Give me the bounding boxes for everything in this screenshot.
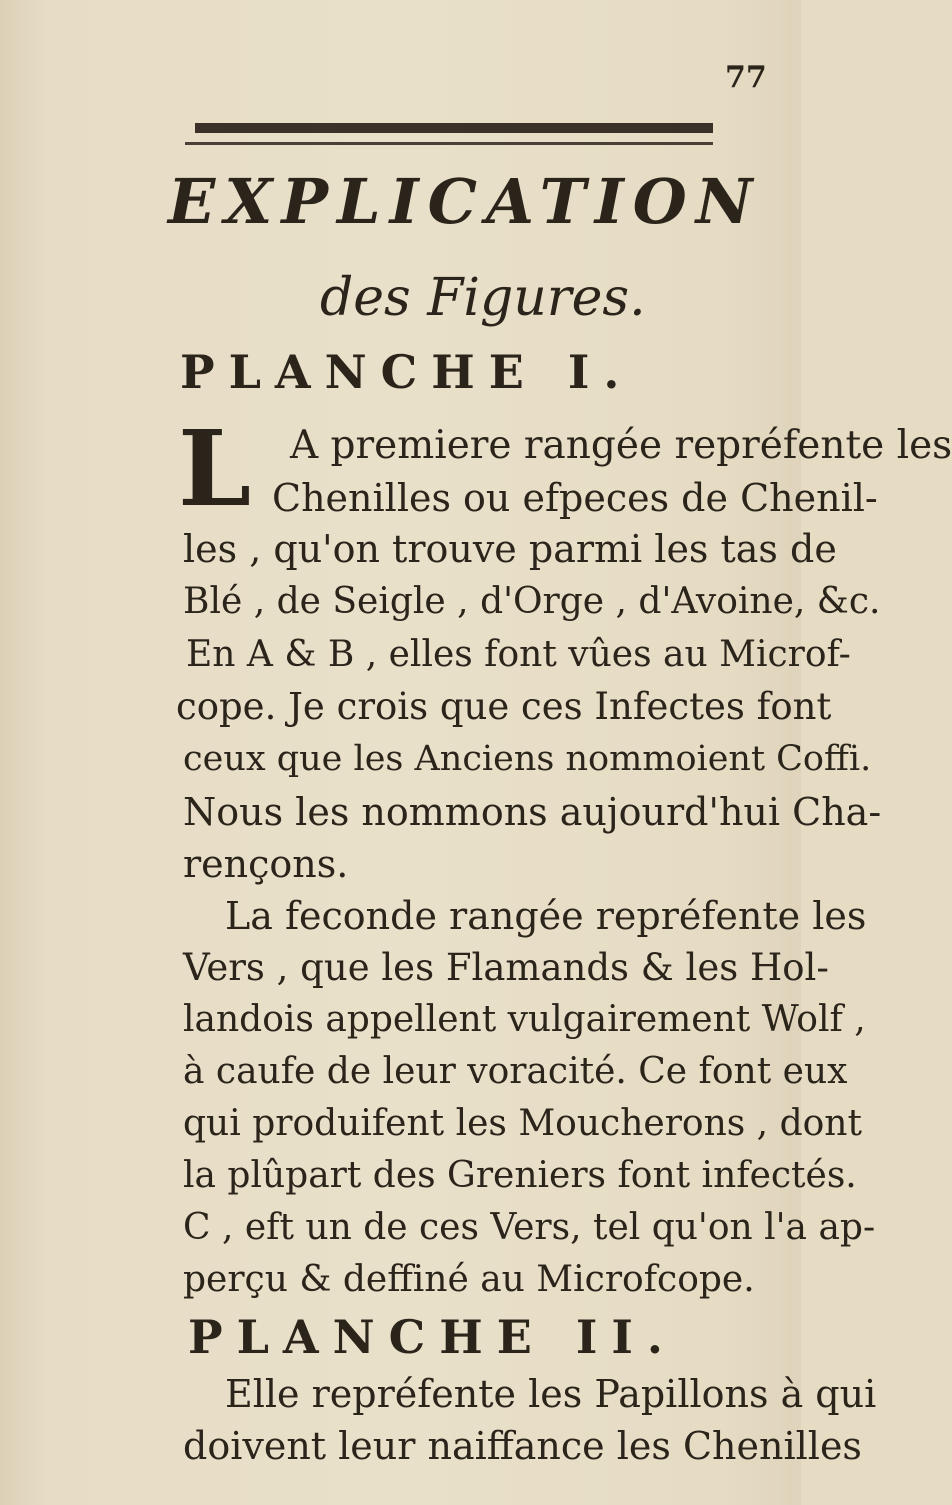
- text-line: En A & B , elles font vûes au Microf-: [186, 634, 851, 675]
- text-line: ceux que les Anciens nommoient Coffi.: [183, 739, 872, 779]
- text-line: les , qu'on trouve parmi les tas de: [183, 527, 837, 571]
- text-line: qui produifent les Moucherons , dont: [183, 1103, 862, 1144]
- text-line: La feconde rangée repréfente les: [225, 894, 867, 938]
- header-rule-thin: [185, 142, 713, 145]
- text-line: doivent leur naiffance les Chenilles: [183, 1424, 862, 1468]
- text-line: A premiere rangée repréfente les: [290, 423, 952, 468]
- plate-2-heading: PLANCHE II.: [188, 1310, 677, 1364]
- text-line: Blé , de Seigle , d'Orge , d'Avoine, &c.: [183, 581, 881, 622]
- text-line: Elle repréfente les Papillons à qui: [225, 1372, 877, 1416]
- text-line: Vers , que les Flamands & les Hol-: [183, 946, 829, 989]
- page-title: EXPLICATION: [168, 165, 762, 238]
- text-line: rençons.: [183, 842, 349, 886]
- text-line: la plûpart des Greniers font infectés.: [183, 1155, 857, 1196]
- header-rule-thick: [195, 123, 713, 133]
- text-line: à caufe de leur voracité. Ce font eux: [183, 1051, 848, 1092]
- plate-1-heading: PLANCHE I.: [180, 345, 634, 399]
- text-line: landois appellent vulgairement Wolf ,: [183, 999, 866, 1040]
- drop-cap: L: [178, 407, 252, 530]
- text-line: cope. Je crois que ces Infectes font: [176, 685, 832, 728]
- text-line: Nous les nommons aujourd'hui Cha-: [183, 790, 882, 834]
- text-line: C , eft un de ces Vers, tel qu'on l'a ap-: [183, 1207, 876, 1248]
- page-subtitle: des Figures.: [320, 268, 646, 328]
- page-number: 77: [725, 60, 767, 95]
- text-line: perçu & deffiné au Microfcope.: [183, 1259, 755, 1300]
- text-line: Chenilles ou efpeces de Chenil-: [272, 476, 878, 520]
